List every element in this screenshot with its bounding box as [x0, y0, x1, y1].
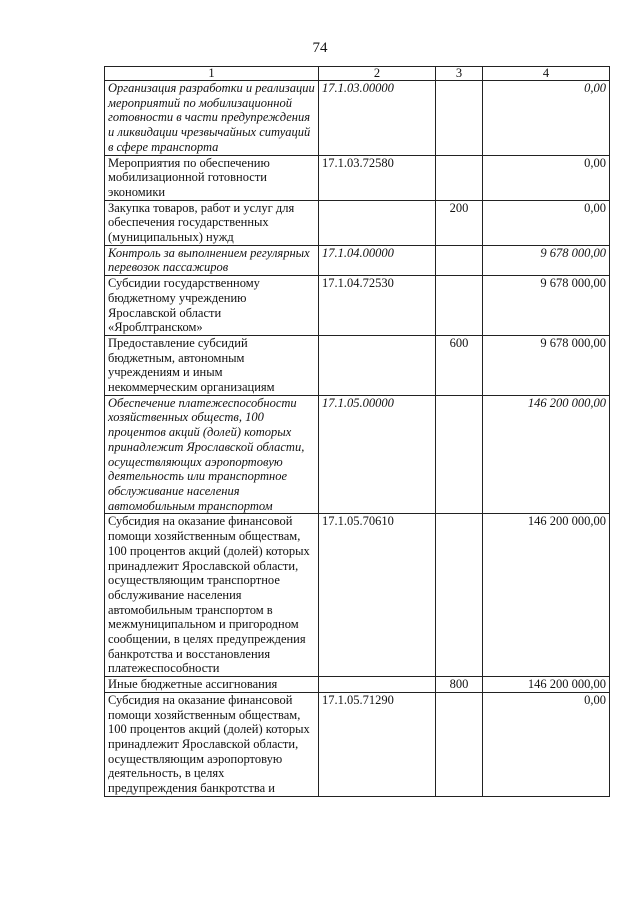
table-row — [105, 155, 610, 200]
row-type — [436, 276, 483, 336]
table-row — [105, 677, 610, 693]
row-sum: 146 200 000,00 — [483, 395, 610, 514]
row-type: 600 — [436, 335, 483, 395]
row-name: Предоставление субсидий бюджетным, автономным учреждениям и иным некоммерческим организациям — [105, 335, 319, 395]
table-header-row — [105, 67, 610, 81]
row-sum: 0,00 — [483, 81, 610, 156]
row-name: Контроль за выполнением регулярных перевозок пассажиров — [105, 245, 319, 275]
row-sum: 0,00 — [483, 200, 610, 245]
row-sum: 0,00 — [483, 692, 610, 796]
table-row — [105, 395, 610, 514]
row-type: 200 — [436, 200, 483, 245]
header-cell: 3 — [436, 67, 483, 81]
page-number: 74 — [312, 40, 328, 56]
row-code: 17.1.05.71290 — [319, 692, 436, 796]
row-type — [436, 81, 483, 156]
row-name: Обеспечение платежеспособности хозяйственных обществ, 100 процентов акций (долей) которых принадлежит Ярославской области, осуществляющих аэропортовую деятельность или транспортное обслуживание населения автомобильным транспортом — [105, 395, 319, 514]
row-code — [319, 200, 436, 245]
row-name: Субсидия на оказание финансовой помощи хозяйственным обществам, 100 процентов акций (долей) которых принадлежит Ярославской области, осуществляющим аэропортовую деятельность, в целях предупреждения банкротства и — [105, 692, 319, 796]
header-cell: 1 — [105, 67, 319, 81]
table-row — [105, 692, 610, 796]
row-name: Мероприятия по обеспечению мобилизационной готовности экономики — [105, 155, 319, 200]
row-name: Субсидии государственному бюджетному учреждению Ярославской области «Яроблтранском» — [105, 276, 319, 336]
budget-table — [104, 66, 610, 797]
row-sum: 146 200 000,00 — [483, 514, 610, 677]
row-type — [436, 155, 483, 200]
row-sum: 9 678 000,00 — [483, 245, 610, 275]
row-type: 800 — [436, 677, 483, 693]
row-name: Закупка товаров, работ и услуг для обеспечения государственных (муниципальных) нужд — [105, 200, 319, 245]
row-code: 17.1.05.70610 — [319, 514, 436, 677]
header-cell: 2 — [319, 67, 436, 81]
row-sum: 0,00 — [483, 155, 610, 200]
row-sum: 9 678 000,00 — [483, 276, 610, 336]
row-type — [436, 692, 483, 796]
table-row — [105, 200, 610, 245]
row-code: 17.1.04.72530 — [319, 276, 436, 336]
row-type — [436, 514, 483, 677]
table-row — [105, 276, 610, 336]
table-row — [105, 335, 610, 395]
table-row — [105, 81, 610, 156]
row-type — [436, 395, 483, 514]
table-row — [105, 514, 610, 677]
row-name: Организация разработки и реализации мероприятий по мобилизационной готовности в части предупреждения и ликвидации чрезвычайных ситуаций в сфере транспорта — [105, 81, 319, 156]
row-code — [319, 335, 436, 395]
row-code: 17.1.03.72580 — [319, 155, 436, 200]
row-type — [436, 245, 483, 275]
row-name: Иные бюджетные ассигнования — [105, 677, 319, 693]
row-code — [319, 677, 436, 693]
row-sum: 146 200 000,00 — [483, 677, 610, 693]
header-cell: 4 — [483, 67, 610, 81]
row-code: 17.1.05.00000 — [319, 395, 436, 514]
row-sum: 9 678 000,00 — [483, 335, 610, 395]
row-code: 17.1.03.00000 — [319, 81, 436, 156]
row-name: Субсидия на оказание финансовой помощи хозяйственным обществам, 100 процентов акций (долей) которых принадлежит Ярославской области, осуществляющим транспортное обслуживание населения автомобильным транспортом в межмуниципальном и пригородном сообщении, в целях предупреждения банкротства и восстановления платежеспособности — [105, 514, 319, 677]
table-row — [105, 245, 610, 275]
row-code: 17.1.04.00000 — [319, 245, 436, 275]
